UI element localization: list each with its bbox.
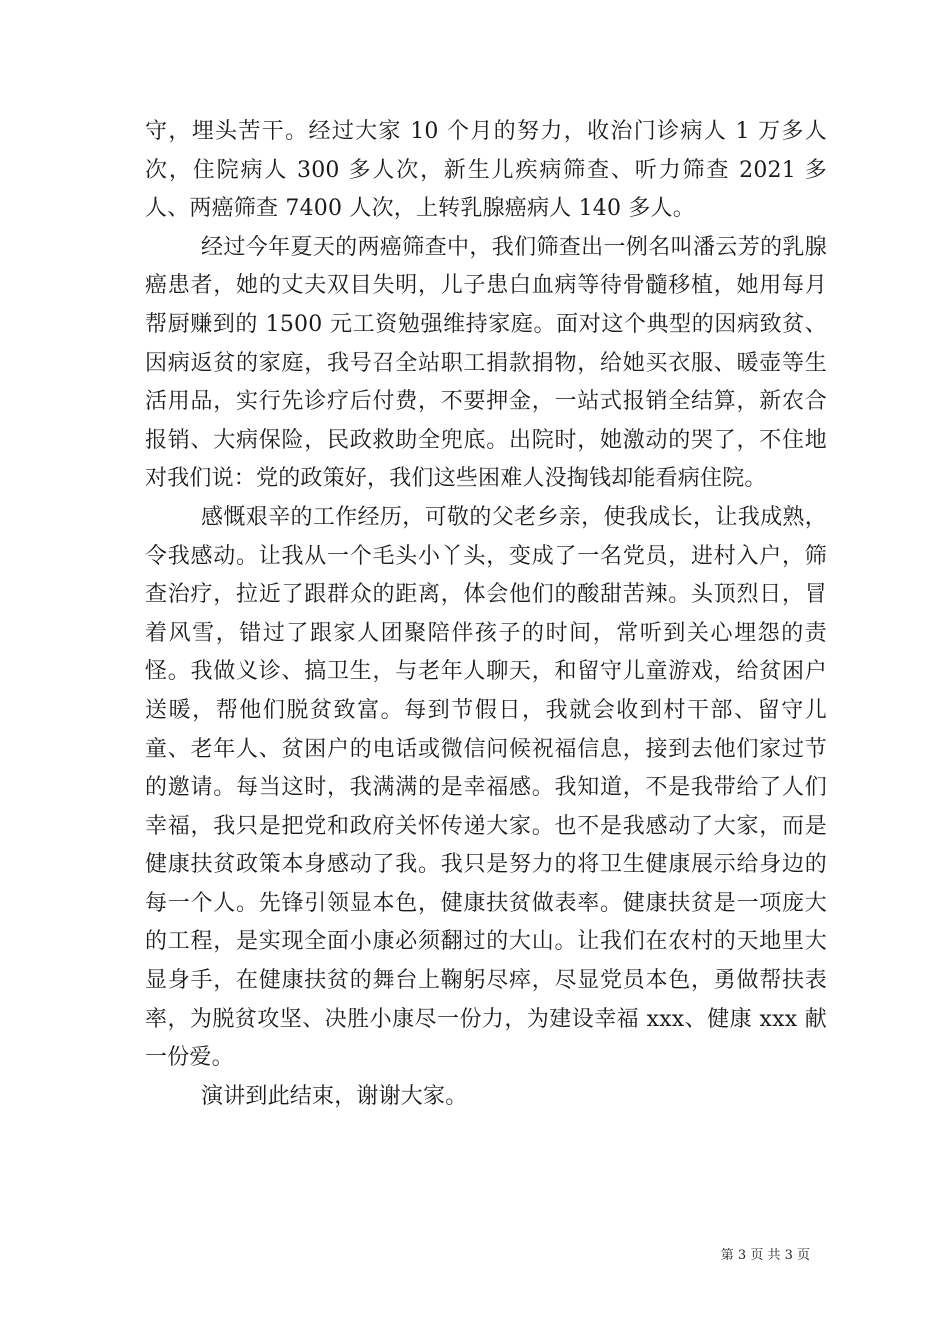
paragraph-continuation: 守，埋头苦干。经过大家 10 个月的努力，收治门诊病人 1 万多人次，住院病人 300 多人次，新生儿疾病筛查、听力筛查 2021 多人、两癌筛查 7400 人次，上转乳腺癌病人 140 多人。 — [145, 119, 827, 222]
paragraph-reflection: 感慨艰辛的工作经历，可敬的父老乡亲，使我成长，让我成熟，令我感动。让我从一个毛头小丫头，变成了一名党员，进村入户，筛查治疗，拉近了跟群众的距离，体会他们的酸甜苦辣。头顶烈日，冒着风雪，错过了跟家人团聚陪伴孩子的时间，常听到关心埋怨的责怪。我做义诊、搞卫生，与老年人聊天，和留守儿童游戏，给贫困户送暖，帮他们脱贫致富。每到节假日，我就会收到村干部、留守儿童、老年人、贫困户的电话或微信问候祝福信息，接到去他们家过节的邀请。每当这时，我满满的是幸福感。我知道，不是我带给了人们幸福，我只是把党和政府关怀传递大家。也不是我感动了大家，而是健康扶贫政策本身感动了我。我只是努力的将卫生健康展示给身边的每一个人。先锋引领显本色，健康扶贫做表率。健康扶贫是一项庞大的工程，是实现全面小康必须翻过的大山。让我们在农村的天地里大显身手，在健康扶贫的舞台上鞠躬尽瘁，尽显党员本色，勇做帮扶表率，为脱贫攻坚、决胜小康尽一份力，为建设幸福 xxx、健康 xxx 献一份爱。 — [145, 504, 827, 1071]
page-number-footer: 第 3 页 共 3 页 — [720, 1248, 810, 1263]
paragraph-screening-case: 经过今年夏天的两癌筛查中，我们筛查出一例名叫潘云芳的乳腺癌患者，她的丈夫双目失明，儿子患白血病等待骨髓移植，她用每月帮厨赚到的 1500 元工资勉强维持家庭。面对这个典型的因病致贫、因病返贫的家庭，我号召全站职工捐款捐物，给她买衣服、暖壶等生活用品，实行先诊疗后付费，不要押金，一站式报销全结算，新农合报销、大病保险，民政救助全兜底。出院时，她激动的哭了，不住地对我们说：党的政策好，我们这些困难人没掏钱却能看病住院。 — [145, 234, 827, 492]
document-body — [145, 113, 827, 1116]
paragraph-closing: 演讲到此结束，谢谢大家。 — [201, 1083, 468, 1109]
